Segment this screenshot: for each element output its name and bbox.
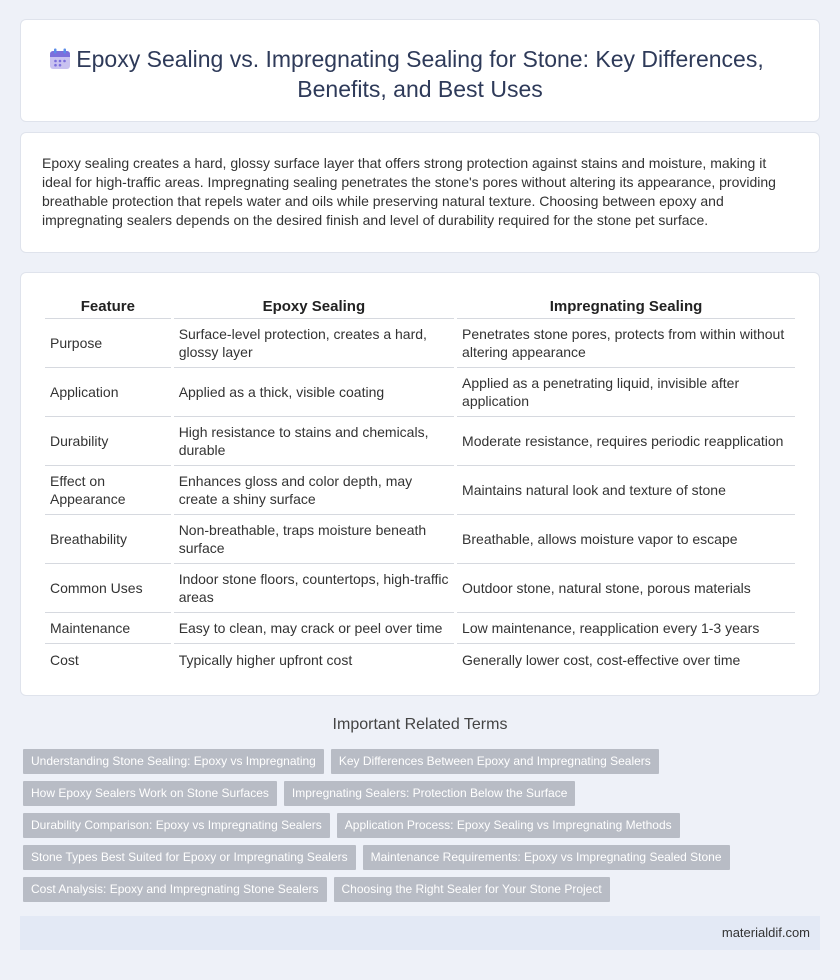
- related-terms-list: [23, 749, 823, 909]
- related-term-link[interactable]: Stone Types Best Suited for Epoxy or Impregnating Sealers: [23, 845, 356, 870]
- table-cell-feature: Application: [45, 368, 171, 417]
- comparison-table-card: [20, 272, 820, 696]
- table-cell-impregnating: Moderate resistance, requires periodic reapplication: [457, 417, 795, 466]
- intro-paragraph: Epoxy sealing creates a hard, glossy surface layer that offers strong protection against stains and moisture, making it ideal for high-traffic areas. Impregnating sealing penetrates the stone's pores without altering its appearance, providing breathable protection that repels water and oils while preserving natural texture. Choosing between epoxy and impregnating sealers depends on the desired finish and level of durability required for the stone pet surface.: [42, 155, 776, 228]
- table-cell-epoxy: Typically higher upfront cost: [178, 651, 353, 668]
- table-cell-impregnating: Applied as a penetrating liquid, invisible after application: [457, 368, 795, 417]
- table-cell-impregnating: Maintains natural look and texture of stone: [457, 466, 795, 515]
- table-cell-epoxy: Easy to clean, may crack or peel over time: [174, 613, 454, 644]
- table-cell-impregnating: Breathable, allows moisture vapor to escape: [457, 515, 795, 564]
- comparison-table: [42, 295, 798, 675]
- table-cell-epoxy: Applied as a thick, visible coating: [174, 368, 454, 417]
- table-cell-feature: Effect on Appearance: [45, 466, 171, 515]
- table-cell-impregnating: Penetrates stone pores, protects from within without altering appearance: [457, 319, 795, 368]
- table-cell-epoxy: Surface-level protection, creates a hard, glossy layer: [174, 319, 454, 368]
- tag-row: [23, 749, 823, 774]
- table-cell-epoxy: Enhances gloss and color depth, may create a shiny surface: [174, 466, 454, 515]
- table-cell-feature: Cost: [50, 651, 79, 668]
- table-cell-feature: Breathability: [45, 515, 171, 564]
- table-cell-feature: Maintenance: [45, 613, 171, 644]
- page-title: Epoxy Sealing vs. Impregnating Sealing for Stone: Key Differences, Benefits, and Best Uses: [76, 46, 764, 102]
- related-term-link[interactable]: Durability Comparison: Epoxy vs Impregnating Sealers: [23, 813, 330, 838]
- table-row: [45, 564, 795, 613]
- table-row: [45, 644, 795, 675]
- table-row: [45, 515, 795, 564]
- table-row: [45, 368, 795, 417]
- table-cell-feature: Purpose: [45, 319, 171, 368]
- table-header-impregnating: Impregnating Sealing: [457, 295, 795, 319]
- related-term-link[interactable]: Cost Analysis: Epoxy and Impregnating Stone Sealers: [23, 877, 327, 902]
- table-cell-epoxy: High resistance to stains and chemicals, durable: [174, 417, 454, 466]
- related-term-link[interactable]: Understanding Stone Sealing: Epoxy vs Impregnating: [23, 749, 324, 774]
- table-cell-feature: Common Uses: [45, 564, 171, 613]
- related-term-link[interactable]: Impregnating Sealers: Protection Below the Surface: [284, 781, 575, 806]
- related-term-link[interactable]: Maintenance Requirements: Epoxy vs Impregnating Sealed Stone: [363, 845, 730, 870]
- table-cell-impregnating: Generally lower cost, cost-effective over time: [462, 651, 741, 668]
- table-header-feature: Feature: [45, 295, 171, 319]
- related-term-link[interactable]: Application Process: Epoxy Sealing vs Impregnating Methods: [337, 813, 680, 838]
- table-row: [45, 319, 795, 368]
- table-cell-impregnating: Outdoor stone, natural stone, porous materials: [457, 564, 795, 613]
- tag-row: [23, 813, 823, 838]
- related-term-link[interactable]: Choosing the Right Sealer for Your Stone Project: [334, 877, 610, 902]
- table-cell-impregnating: Low maintenance, reapplication every 1-3 years: [457, 613, 795, 644]
- table-cell-epoxy: Indoor stone floors, countertops, high-traffic areas: [174, 564, 454, 613]
- tag-row: [23, 845, 823, 870]
- table-header-epoxy: Epoxy Sealing: [174, 295, 454, 319]
- intro-card: [20, 132, 820, 253]
- related-term-link[interactable]: Key Differences Between Epoxy and Impregnating Sealers: [331, 749, 659, 774]
- table-row: [45, 613, 795, 644]
- footer-site-name: materialdif.com: [721, 925, 810, 940]
- table-cell-feature: Durability: [45, 417, 171, 466]
- related-term-link[interactable]: How Epoxy Sealers Work on Stone Surfaces: [23, 781, 277, 806]
- table-cell-epoxy: Non-breathable, traps moisture beneath surface: [174, 515, 454, 564]
- tag-row: [23, 781, 823, 806]
- footer: [20, 916, 820, 950]
- table-row: [45, 466, 795, 515]
- table-row: [45, 417, 795, 466]
- title-card: [20, 19, 820, 122]
- tag-row: [23, 877, 823, 902]
- related-terms-heading: Important Related Terms: [332, 716, 508, 733]
